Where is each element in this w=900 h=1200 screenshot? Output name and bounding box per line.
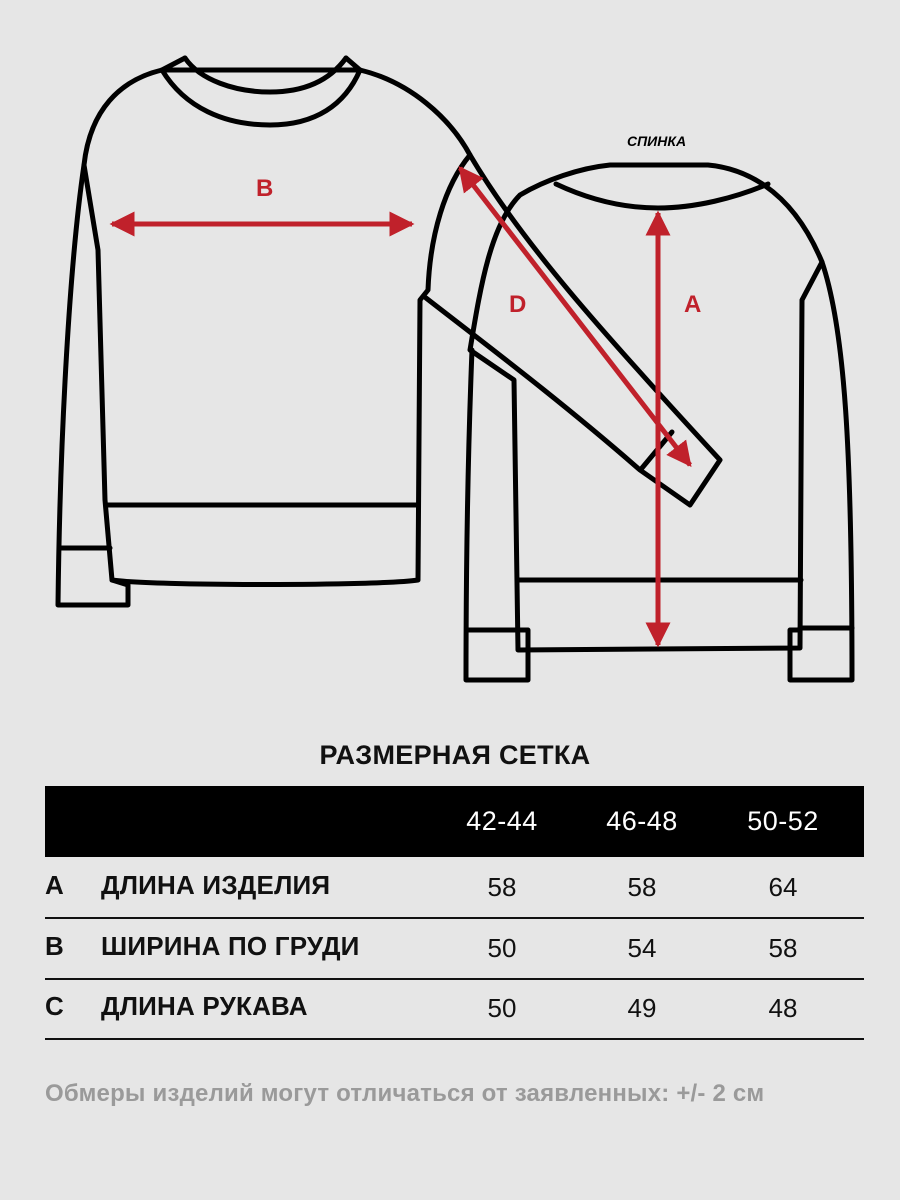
label-d: D bbox=[509, 291, 527, 318]
size-chart-title: РАЗМЕРНАЯ СЕТКА bbox=[319, 740, 591, 770]
label-a: A bbox=[684, 291, 702, 318]
table-cell: 54 bbox=[627, 933, 657, 963]
table-cell: 58 bbox=[768, 933, 798, 963]
row-letter: A bbox=[45, 870, 64, 900]
back-view-label: СПИНКА bbox=[627, 133, 687, 149]
front-view-outline bbox=[58, 58, 720, 605]
row-label: ДЛИНА ИЗДЕЛИЯ bbox=[101, 870, 331, 900]
measure-arrows bbox=[112, 168, 690, 645]
row-label: ДЛИНА РУКАВА bbox=[101, 991, 308, 1021]
table-row bbox=[45, 978, 864, 1040]
row-letter: B bbox=[45, 931, 64, 961]
table-row bbox=[45, 918, 864, 980]
table-cell: 58 bbox=[487, 872, 517, 902]
table-cell: 58 bbox=[627, 872, 657, 902]
size-col-2: 46-48 bbox=[606, 806, 678, 836]
size-col-1: 42-44 bbox=[466, 806, 538, 836]
table-cell: 50 bbox=[487, 933, 517, 963]
row-letter: C bbox=[45, 991, 64, 1021]
table-cell: 49 bbox=[627, 993, 657, 1023]
table-cell: 50 bbox=[487, 993, 517, 1023]
measurement-footnote: Обмеры изделий могут отличаться от заявленных: +/- 2 см bbox=[45, 1080, 765, 1107]
row-label: ШИРИНА ПО ГРУДИ bbox=[101, 931, 360, 961]
size-table-header bbox=[45, 786, 864, 857]
table-cell: 48 bbox=[768, 993, 798, 1023]
size-col-3: 50-52 bbox=[747, 806, 819, 836]
label-b: B bbox=[256, 175, 274, 202]
table-cell: 64 bbox=[768, 872, 798, 902]
table-row bbox=[45, 857, 864, 919]
